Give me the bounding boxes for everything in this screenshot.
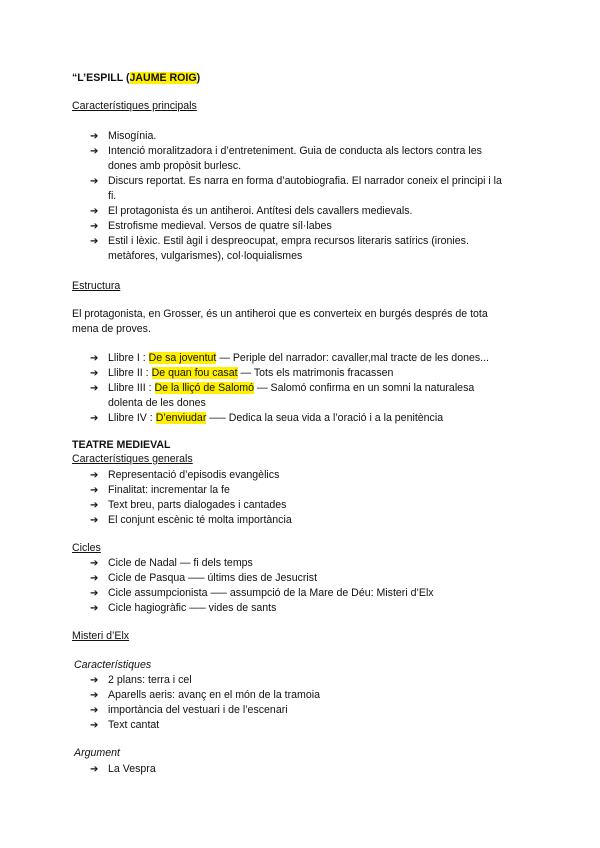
- teatre-subheading: Característiques generals: [72, 453, 193, 465]
- estructura-heading: Estructura: [72, 280, 121, 292]
- misteri-heading: Misteri d’Elx: [72, 630, 130, 642]
- book-title: De sa joventut: [148, 352, 217, 364]
- book-desc: — Periple del narrador: cavaller,mal tracte de les dones...: [216, 352, 490, 364]
- arrow-icon: ➔: [90, 470, 99, 481]
- book-item: [108, 351, 489, 366]
- book-label: Llibre IV :: [108, 412, 156, 424]
- arrow-icon: ➔: [90, 413, 99, 424]
- page-title: [72, 71, 200, 86]
- estructura-paragraph: mena de proves.: [72, 323, 151, 335]
- arrow-icon: ➔: [90, 573, 99, 584]
- arrow-icon: ➔: [90, 558, 99, 569]
- book-desc: —– Dedica la seua vida a l’oració i a la penitència: [206, 412, 444, 424]
- list-item: Aparells aeris: avanç en el món de la tramoia: [108, 689, 320, 701]
- estructura-paragraph: El protagonista, en Grosser, és un antiheroi que es converteix en burgés després de tota: [72, 308, 488, 320]
- list-item: El protagonista és un antiheroi. Antítesi dels cavallers medievals.: [108, 205, 413, 217]
- arrow-icon: ➔: [90, 176, 99, 187]
- list-item: La Vespra: [108, 763, 156, 775]
- list-item: Finalitat: incrementar la fe: [108, 484, 230, 496]
- book-desc: — Salomó confirma en un somni la naturalesa: [254, 382, 475, 394]
- book-item: [108, 381, 474, 396]
- arrow-icon: ➔: [90, 236, 99, 247]
- espill-heading: Característiques principals: [72, 100, 197, 112]
- list-item: dones amb propòsit burlesc.: [108, 160, 242, 172]
- book-label: Llibre II :: [108, 367, 152, 379]
- arrow-icon: ➔: [90, 764, 99, 775]
- list-item: Discurs reportat. Es narra en forma d’autobiografia. El narrador coneix el principi i la: [108, 175, 502, 187]
- list-item: Estrofisme medieval. Versos de quatre síl·labes: [108, 220, 332, 232]
- list-item: Cicle de Pasqua —– últims dies de Jesucrist: [108, 572, 318, 584]
- arrow-icon: ➔: [90, 146, 99, 157]
- arrow-icon: ➔: [90, 603, 99, 614]
- list-item: Intenció moralitzadora i d’entreteniment. Guia de conducta als lectors contra les: [108, 145, 482, 157]
- arrow-icon: ➔: [90, 690, 99, 701]
- list-item: importància del vestuari i de l’escenari: [108, 704, 288, 716]
- arrow-icon: ➔: [90, 131, 99, 142]
- book-title: De la lliçó de Salomó: [154, 382, 255, 394]
- book-desc: — Tots els matrimonis fracassen: [237, 367, 394, 379]
- title-suffix: ): [196, 72, 201, 84]
- book-label: Llibre III :: [108, 382, 155, 394]
- title-prefix: “L’ESPILL (: [72, 72, 130, 84]
- list-item: Cicle assumpcionista —– assumpció de la Mare de Déu: Misteri d’Elx: [108, 587, 434, 599]
- book-title: De quan fou casat: [151, 367, 238, 379]
- arrow-icon: ➔: [90, 383, 99, 394]
- arrow-icon: ➔: [90, 675, 99, 686]
- teatre-heading: TEATRE MEDIEVAL: [72, 439, 171, 451]
- arrow-icon: ➔: [90, 485, 99, 496]
- list-item: Misogínia.: [108, 130, 157, 142]
- book-title: D’enviudar: [155, 412, 207, 424]
- list-item: metàfores, vulgarismes), col·loquialismes: [108, 250, 303, 262]
- list-item: Representació d’episodis evangèlics: [108, 469, 280, 481]
- arrow-icon: ➔: [90, 353, 99, 364]
- book-item: [108, 411, 443, 426]
- list-item: fi.: [108, 190, 117, 202]
- book-item-continuation: dolenta de les dones: [108, 397, 206, 409]
- arrow-icon: ➔: [90, 368, 99, 379]
- list-item: 2 plans: terra i cel: [108, 674, 192, 686]
- book-item: [108, 366, 393, 381]
- arrow-icon: ➔: [90, 515, 99, 526]
- misteri-argument-heading: Argument: [74, 747, 120, 759]
- list-item: Cicle hagiogràfic —– vides de sants: [108, 602, 277, 614]
- title-highlight: JAUME ROIG: [129, 72, 197, 84]
- arrow-icon: ➔: [90, 588, 99, 599]
- list-item: Cicle de Nadal — fi dels temps: [108, 557, 253, 569]
- misteri-caracteristiques-heading: Característiques: [74, 659, 152, 671]
- arrow-icon: ➔: [90, 705, 99, 716]
- list-item: Text breu, parts dialogades i cantades: [108, 499, 287, 511]
- list-item: Text cantat: [108, 719, 160, 731]
- cicles-heading: Cicles: [72, 542, 101, 554]
- arrow-icon: ➔: [90, 206, 99, 217]
- list-item: El conjunt escènic té molta importància: [108, 514, 292, 526]
- list-item: Estil i lèxic. Estil àgil i despreocupat, empra recursos literaris satírics (ironies.: [108, 235, 469, 247]
- book-label: Llibre I :: [108, 352, 149, 364]
- arrow-icon: ➔: [90, 221, 99, 232]
- arrow-icon: ➔: [90, 500, 99, 511]
- arrow-icon: ➔: [90, 720, 99, 731]
